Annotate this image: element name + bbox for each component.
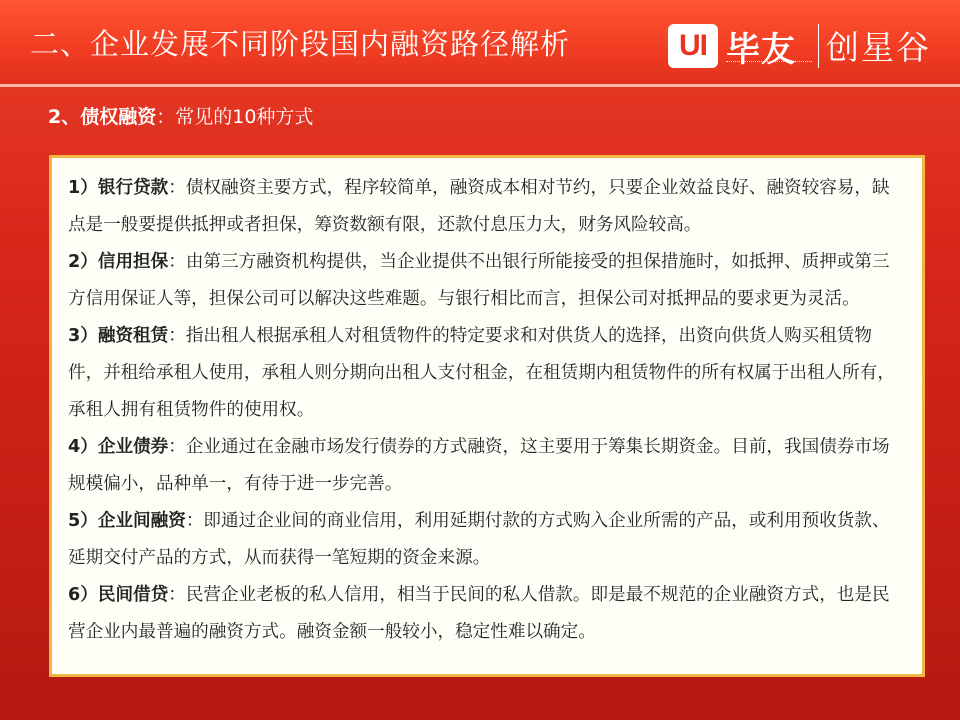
item-heading: 民间借贷: [97, 585, 169, 605]
item-number: 6）: [68, 585, 98, 605]
list-item: [68, 503, 906, 577]
subtitle-rest: ：常见的10种方式: [156, 106, 314, 128]
list-item: [68, 577, 906, 651]
item-text: ：由第三方融资机构提供，当企业提供不出银行所能接受的担保措施时，如抵押、质押或第三方信用保证人等，担保公司可以解决这些难题。与银行相比而言，担保公司对抵押品的要求更为灵活。: [68, 252, 890, 309]
item-text: ：债权融资主要方式，程序较简单，融资成本相对节约，只要企业效益良好、融资较容易，缺点是一般要提供抵押或者担保，筹资数额有限，还款付息压力大，财务风险较高。: [68, 178, 890, 235]
item-heading: 企业债券: [97, 437, 169, 457]
item-text: ：指出租人根据承租人对租赁物件的特定要求和对供货人的选择，出资向供货人购买租赁物件，并租给承租人使用，承租人则分期向出租人支付租金，在租赁期内租赁物件的所有权属于出租人所有，承租人拥有租赁物件的使用权。: [68, 326, 895, 420]
item-text: ：即通过企业间的商业信用，利用延期付款的方式购入企业所需的产品，或利用预收货款、延期交付产品的方式，从而获得一笔短期的资金来源。: [68, 511, 890, 568]
logo-sub-brand: 创星谷: [826, 28, 931, 67]
logo-tagline-decoration: [726, 61, 812, 65]
logo-brand: 毕友: [726, 30, 796, 70]
content-panel: [49, 155, 925, 677]
header-bar: [0, 0, 960, 86]
item-number: 3）: [68, 326, 98, 346]
item-text: ：民营企业老板的私人信用，相当于民间的私人借款。即是最不规范的企业融资方式，也是民营企业内最普遍的融资方式。融资金额一般较小，稳定性难以确定。: [68, 585, 890, 642]
subtitle-lead: 2、债权融资: [48, 106, 157, 128]
list-item: [68, 318, 906, 429]
item-heading: 融资租赁: [97, 326, 169, 346]
logo-separator: [818, 24, 819, 68]
item-number: 2）: [68, 252, 98, 272]
item-heading: 信用担保: [97, 252, 169, 272]
page-title: 二、企业发展不同阶段国内融资路径解析: [30, 27, 571, 61]
item-heading: 银行贷款: [97, 178, 169, 198]
list-item: [68, 170, 906, 244]
header-divider: [0, 84, 960, 87]
item-number: 5）: [68, 511, 98, 531]
logo-mark: UI: [668, 24, 718, 68]
item-number: 1）: [68, 178, 98, 198]
list-item: [68, 244, 906, 318]
list-item: [68, 429, 906, 503]
section-subtitle: [48, 102, 313, 129]
item-number: 4）: [68, 437, 98, 457]
item-text: ：企业通过在金融市场发行债券的方式融资，这主要用于筹集长期资金。目前，我国债券市场规模偏小，品种单一，有待于进一步完善。: [68, 437, 890, 494]
item-heading: 企业间融资: [97, 511, 186, 531]
